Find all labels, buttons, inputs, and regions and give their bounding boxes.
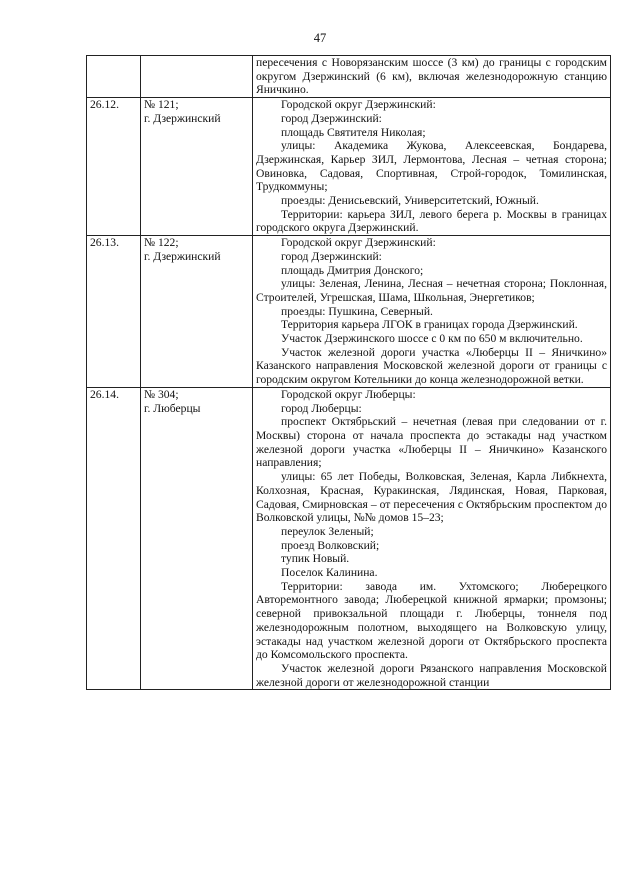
description-paragraph: Участок железной дороги участка «Люберцы II – Яничкино» Казанского направления Московской железной дороги от границы с городским округом Котельники до конца железнодорожной ветки. — [256, 345, 607, 387]
description-paragraph: переулок Зеленый; — [281, 524, 374, 538]
description-paragraph: Территория карьера ЛГОК в границах города Дзержинский. — [281, 318, 578, 332]
description-cell — [253, 56, 611, 98]
page-number: 47 — [313, 31, 327, 45]
description-paragraph: Городской округ Люберцы: — [281, 387, 416, 401]
route-city: г. Люберцы — [144, 401, 201, 415]
route-cell — [141, 387, 253, 689]
description-paragraph: Участок железной дороги Рязанского направления Московской железной дороги от железнодорожной станции — [256, 661, 607, 689]
route-city: г. Дзержинский — [144, 111, 221, 125]
description-paragraph: площадь Дмитрия Донского; — [281, 263, 424, 277]
description-paragraph: улицы: 65 лет Победы, Волковская, Зеленая, Карла Либкнехта, Колхозная, Красная, Куракинская, Лядинская, Новая, Парковая, Садовая, Смирновская – от пересечения с Октябрьским проспектом до Волковской улицы, №№ домов 15–23; — [256, 470, 607, 525]
description-cell — [253, 236, 611, 388]
routes-table — [86, 55, 611, 690]
table-row — [87, 387, 611, 689]
description-paragraph: Поселок Калинина. — [281, 566, 378, 580]
description-paragraph: Территории: завода им. Ухтомского; Люберецкого Авторемонтного завода; Люберецкой книжной ярмарки; промзоны; северной привокзальной площади г. Люберцы, тоннеля под железнодорожным полотном, выходящего на Волковскую улицу, эстакады над участком железной дороги от Октябрьского проспекта до Комсомольского проспекта. — [256, 579, 607, 662]
item-number-cell — [87, 56, 141, 98]
description-paragraph: Городской округ Дзержинский: — [281, 98, 436, 112]
route-number: № 121; — [144, 98, 179, 112]
description-paragraph: Территории: карьера ЗИЛ, левого берега р. Москвы в границах городского округа Дзержинский. — [256, 207, 607, 235]
description-paragraph: Участок Дзержинского шоссе с 0 км по 650 м включительно. — [281, 332, 583, 346]
description-paragraph: город Дзержинский: — [281, 249, 382, 263]
description-paragraph: проезд Волковский; — [281, 538, 380, 552]
description-paragraph: улицы: Академика Жукова, Алексеевская, Бондарева, Дзержинская, Карьер ЗИЛ, Лермонтова, Лесная – четная сторона; Овиновка, Садовая, Спортивная, Строй-городок, Томилинская, Трудкоммуны; — [256, 139, 607, 194]
description-cell — [253, 98, 611, 236]
description-paragraph: проезды: Денисьевский, Университетский, Южный. — [281, 194, 539, 208]
table-row — [87, 236, 611, 388]
description-paragraph: проезды: Пушкина, Северный. — [281, 304, 433, 318]
description-paragraph: тупик Новый. — [281, 552, 350, 566]
item-number-cell: 26.13. — [87, 236, 141, 388]
route-number: № 304; — [144, 387, 179, 401]
description-cell — [253, 387, 611, 689]
description-paragraph: улицы: Зеленая, Ленина, Лесная – нечетная сторона; Поклонная, Строителей, Угрешская, Шама, Школьная, Энергетиков; — [256, 277, 607, 304]
route-cell — [141, 236, 253, 388]
description-paragraph: город Дзержинский: — [281, 111, 382, 125]
description-paragraph: Городской округ Дзержинский: — [281, 236, 436, 250]
description-paragraph: город Люберцы: — [281, 401, 362, 415]
description-paragraph: пересечения с Новорязанским шоссе (3 км) до границы с городским округом Дзержинский (6 км), включая железнодорожную станцию Яничкино. — [256, 56, 607, 97]
item-number-cell: 26.14. — [87, 387, 141, 689]
description-paragraph: площадь Святителя Николая; — [281, 125, 426, 139]
route-city: г. Дзержинский — [144, 249, 221, 263]
route-cell — [141, 98, 253, 236]
routes-table-body — [87, 56, 611, 690]
item-number-cell: 26.12. — [87, 98, 141, 236]
route-cell — [141, 56, 253, 98]
table-row — [87, 56, 611, 98]
description-paragraph: проспект Октябрьский – нечетная (левая при следовании от г. Москвы) сторона от начала проспекта до эстакады над участком железной дороги участка «Люберцы II – Яничкино» Казанского направления; — [256, 415, 607, 470]
table-row — [87, 98, 611, 236]
route-number: № 122; — [144, 236, 179, 250]
